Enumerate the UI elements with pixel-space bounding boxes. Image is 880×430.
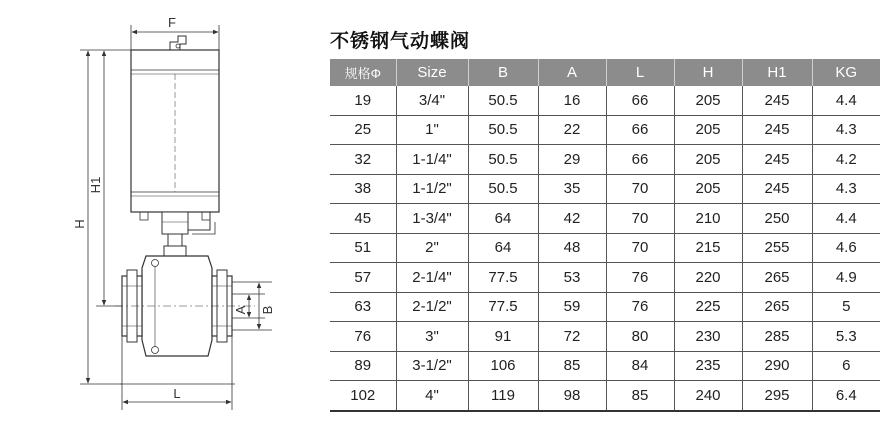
table-cell: 290 xyxy=(742,351,812,381)
table-cell: 51 xyxy=(330,233,396,263)
table-cell: 22 xyxy=(538,115,606,145)
table-cell: 255 xyxy=(742,233,812,263)
table-cell: 2" xyxy=(396,233,468,263)
table-cell: 265 xyxy=(742,292,812,322)
table-cell: 19 xyxy=(330,86,396,115)
table-cell: 70 xyxy=(606,174,674,204)
table-row xyxy=(330,204,880,234)
table-row xyxy=(330,322,880,352)
dim-label-l: L xyxy=(173,386,181,401)
table-cell: 48 xyxy=(538,233,606,263)
table-cell: 77.5 xyxy=(468,292,538,322)
table-cell: 119 xyxy=(468,381,538,411)
table-row xyxy=(330,233,880,263)
table-header-row xyxy=(330,59,880,86)
table-body xyxy=(330,86,880,411)
column-header: B xyxy=(468,59,538,86)
table-cell: 230 xyxy=(674,322,742,352)
table-cell: 4.9 xyxy=(812,263,880,293)
table-row xyxy=(330,263,880,293)
table-cell: 3" xyxy=(396,322,468,352)
table-cell: 70 xyxy=(606,204,674,234)
table-cell: 250 xyxy=(742,204,812,234)
table-cell: 45 xyxy=(330,204,396,234)
table-cell: 66 xyxy=(606,86,674,115)
table-cell: 1-1/2" xyxy=(396,174,468,204)
table-row xyxy=(330,381,880,411)
table-cell: 59 xyxy=(538,292,606,322)
table-cell: 106 xyxy=(468,351,538,381)
table-cell: 1-3/4" xyxy=(396,204,468,234)
table-cell: 225 xyxy=(674,292,742,322)
table-cell: 205 xyxy=(674,86,742,115)
table-cell: 16 xyxy=(538,86,606,115)
table-cell: 4" xyxy=(396,381,468,411)
column-header: A xyxy=(538,59,606,86)
table-cell: 5 xyxy=(812,292,880,322)
table-cell: 76 xyxy=(606,263,674,293)
table-cell: 63 xyxy=(330,292,396,322)
table-cell: 1-1/4" xyxy=(396,145,468,175)
table-cell: 5.3 xyxy=(812,322,880,352)
column-header: H1 xyxy=(742,59,812,86)
table-cell: 215 xyxy=(674,233,742,263)
dim-label-h: H xyxy=(72,219,87,229)
column-header: Size xyxy=(396,59,468,86)
table-cell: 50.5 xyxy=(468,86,538,115)
table-row xyxy=(330,351,880,381)
table-cell: 35 xyxy=(538,174,606,204)
table-cell: 50.5 xyxy=(468,115,538,145)
table-cell: 205 xyxy=(674,145,742,175)
table-cell: 42 xyxy=(538,204,606,234)
table-cell: 210 xyxy=(674,204,742,234)
table-cell: 4.6 xyxy=(812,233,880,263)
dim-label-b: B xyxy=(260,305,275,315)
table-cell: 29 xyxy=(538,145,606,175)
table-cell: 265 xyxy=(742,263,812,293)
table-cell: 32 xyxy=(330,145,396,175)
table-cell: 76 xyxy=(606,292,674,322)
table-cell: 76 xyxy=(330,322,396,352)
table-cell: 50.5 xyxy=(468,174,538,204)
table-cell: 66 xyxy=(606,145,674,175)
table-cell: 89 xyxy=(330,351,396,381)
table-cell: 2-1/2" xyxy=(396,292,468,322)
table-cell: 85 xyxy=(538,351,606,381)
table-row xyxy=(330,86,880,115)
table-cell: 85 xyxy=(606,381,674,411)
table-cell: 72 xyxy=(538,322,606,352)
table-cell: 98 xyxy=(538,381,606,411)
table-cell: 2-1/4" xyxy=(396,263,468,293)
table-cell: 3-1/2" xyxy=(396,351,468,381)
table-row xyxy=(330,145,880,175)
table-cell: 6.4 xyxy=(812,381,880,411)
table-cell: 235 xyxy=(674,351,742,381)
dim-label-h1: H1 xyxy=(88,176,103,194)
table-cell: 245 xyxy=(742,86,812,115)
table-cell: 285 xyxy=(742,322,812,352)
table-cell: 4.4 xyxy=(812,86,880,115)
column-header: H xyxy=(674,59,742,86)
dim-label-f: F xyxy=(168,15,176,30)
table-cell: 84 xyxy=(606,351,674,381)
table-cell: 77.5 xyxy=(468,263,538,293)
table-cell: 245 xyxy=(742,115,812,145)
table-cell: 25 xyxy=(330,115,396,145)
table-row xyxy=(330,115,880,145)
table-cell: 240 xyxy=(674,381,742,411)
table-cell: 50.5 xyxy=(468,145,538,175)
table-cell: 3/4" xyxy=(396,86,468,115)
table-cell: 4.2 xyxy=(812,145,880,175)
dim-label-a: A xyxy=(233,305,248,315)
table-cell: 4.3 xyxy=(812,174,880,204)
table-cell: 66 xyxy=(606,115,674,145)
valve-technical-drawing xyxy=(60,0,300,420)
table-row xyxy=(330,292,880,322)
table-cell: 53 xyxy=(538,263,606,293)
table-cell: 70 xyxy=(606,233,674,263)
table-row xyxy=(330,174,880,204)
product-title: 不锈钢气动蝶阀 xyxy=(330,30,471,52)
column-header: L xyxy=(606,59,674,86)
table-cell: 1" xyxy=(396,115,468,145)
table-cell: 205 xyxy=(674,115,742,145)
table-cell: 205 xyxy=(674,174,742,204)
table-cell: 64 xyxy=(468,233,538,263)
table-cell: 245 xyxy=(742,145,812,175)
column-header: 规格Φ xyxy=(330,59,396,86)
table-cell: 295 xyxy=(742,381,812,411)
table-cell: 4.4 xyxy=(812,204,880,234)
table-cell: 91 xyxy=(468,322,538,352)
table-cell: 64 xyxy=(468,204,538,234)
table-cell: 4.3 xyxy=(812,115,880,145)
table-cell: 6 xyxy=(812,351,880,381)
specification-table xyxy=(330,59,880,412)
table-cell: 245 xyxy=(742,174,812,204)
table-cell: 57 xyxy=(330,263,396,293)
table-cell: 38 xyxy=(330,174,396,204)
column-header: KG xyxy=(812,59,880,86)
table-cell: 220 xyxy=(674,263,742,293)
table-cell: 80 xyxy=(606,322,674,352)
table-cell: 102 xyxy=(330,381,396,411)
